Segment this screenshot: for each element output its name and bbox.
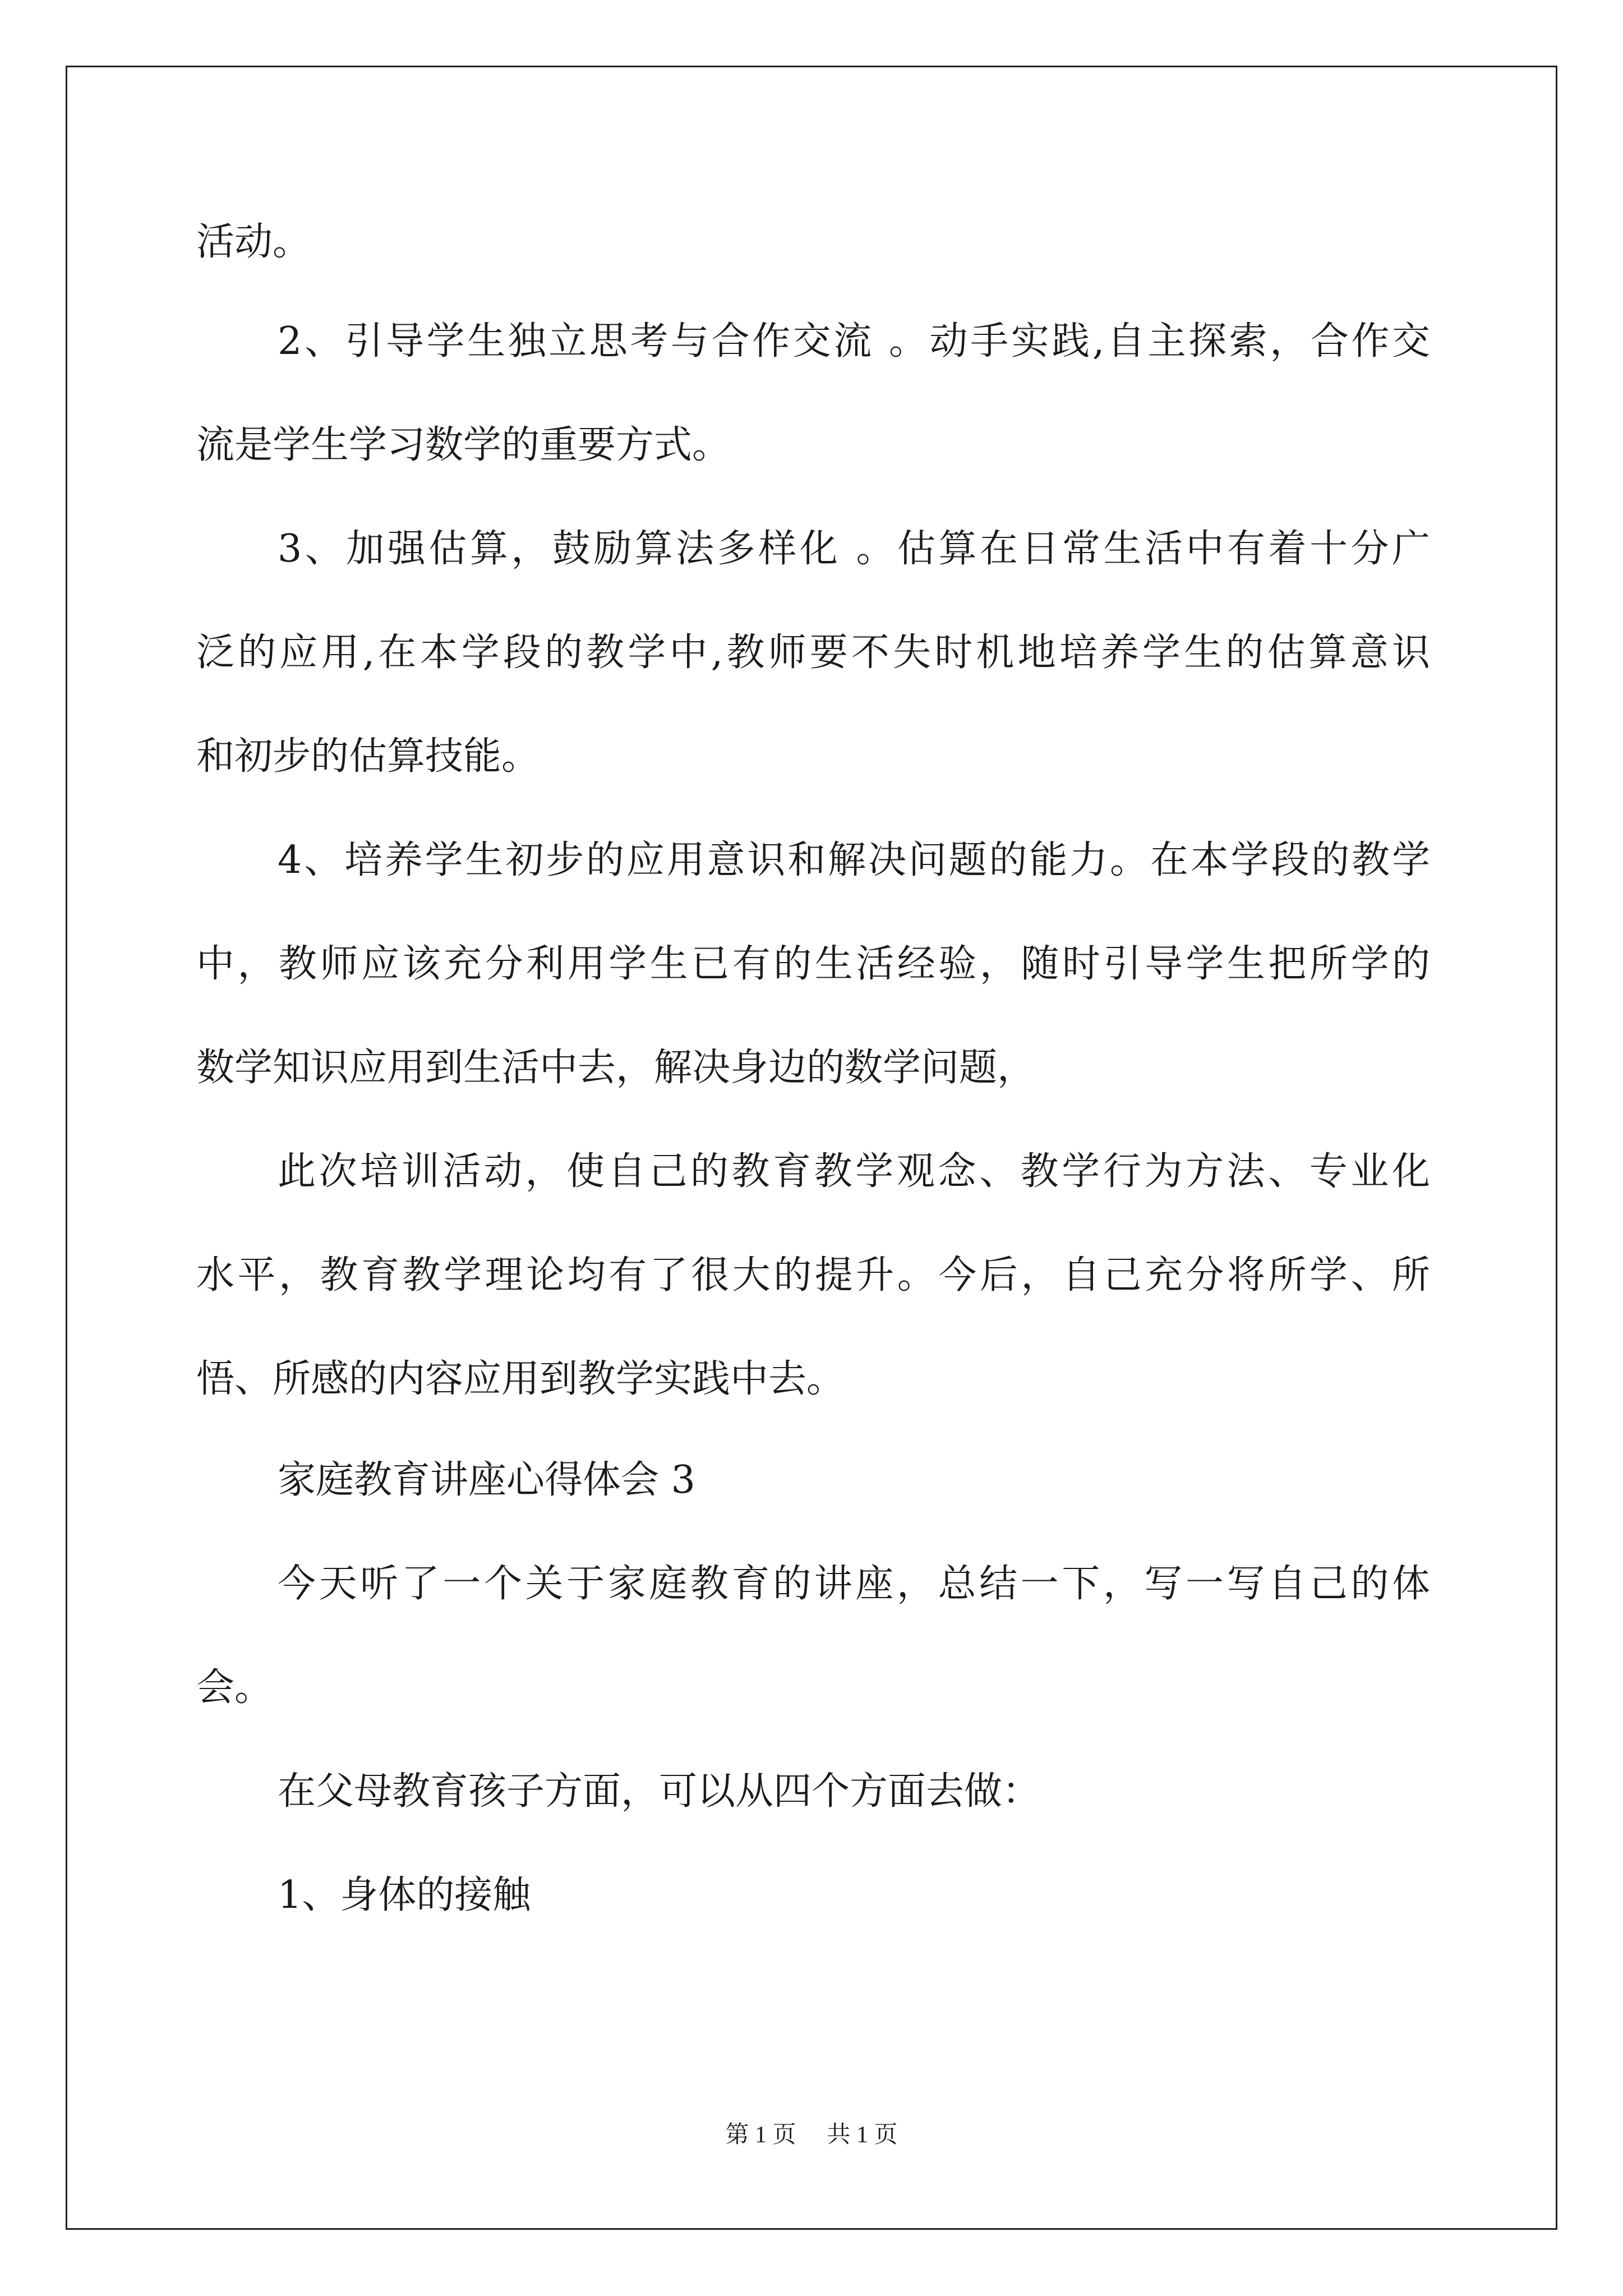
- text-line: 泛的应用,在本学段的教学中,教师要不失时机地培养学生的估算意识: [196, 631, 1430, 675]
- text-line: 此次培训活动，使自己的教育教学观念、教学行为方法、专业化: [278, 1149, 1430, 1194]
- text-line: 会。: [196, 1665, 273, 1710]
- text-line: 在父母教育孩子方面，可以从四个方面去做：: [278, 1769, 1041, 1814]
- text-line: 活动。: [196, 220, 311, 264]
- page-number-label: 第 1 页: [725, 2122, 796, 2148]
- section-heading: 家庭教育讲座心得体会 3: [278, 1458, 695, 1502]
- text-line: 4、培养学生初步的应用意识和解决问题的能力。在本学段的教学: [278, 838, 1430, 882]
- text-line: 悟、所感的内容应用到教学实践中去。: [196, 1357, 845, 1401]
- text-line: 3、加强估算，鼓励算法多样化 。估算在日常生活中有着十分广: [278, 527, 1430, 571]
- text-line: 中，教师应该充分利用学生已有的生活经验，随时引导学生把所学的: [196, 942, 1430, 986]
- text-line: 1、身体的接触: [278, 1873, 531, 1917]
- page-footer: [0, 2123, 1623, 2147]
- page-total-label: 共 1 页: [827, 2122, 898, 2148]
- text-line: 和初步的估算技能。: [196, 734, 540, 779]
- text-line: 数学知识应用到生活中去，解决身边的数学问题，: [196, 1046, 1036, 1090]
- text-line: 流是学生学习数学的重要方式。: [196, 423, 731, 467]
- text-line: 今天听了一个关于家庭教育的讲座，总结一下，写一写自己的体: [278, 1562, 1430, 1606]
- text-line: 水平，教育教学理论均有了很大的提升。今后，自己充分将所学、所: [196, 1253, 1430, 1297]
- text-line: 2、引导学生独立思考与合作交流 。动手实践,自主探索，合作交: [278, 319, 1430, 364]
